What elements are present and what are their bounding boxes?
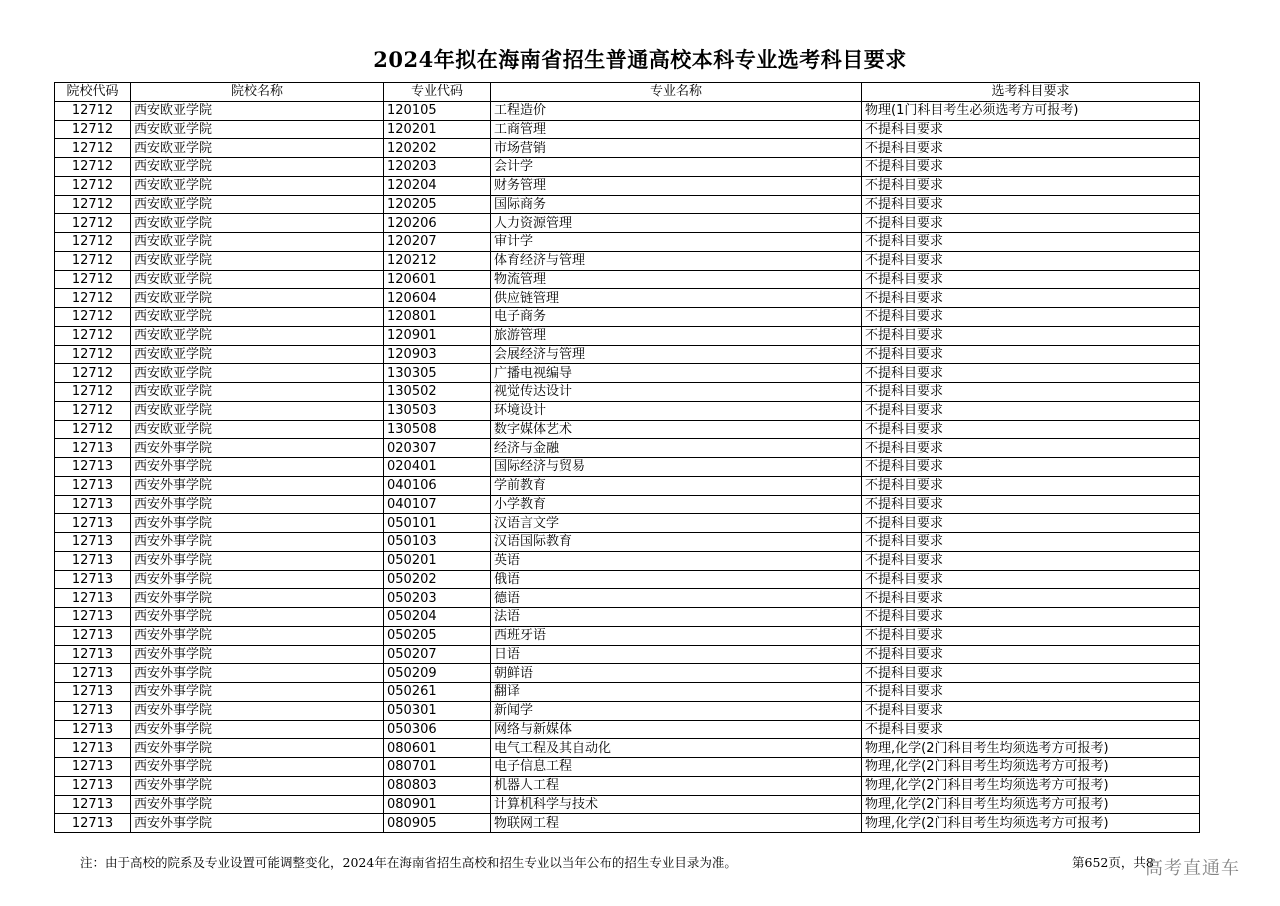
school-name-cell: 西安外事学院: [131, 683, 384, 702]
major-code-cell: 120901: [384, 326, 491, 345]
major-name-cell: 国际商务: [491, 195, 862, 214]
major-name-cell: 朝鲜语: [491, 664, 862, 683]
school-code-cell: 12712: [55, 345, 131, 364]
major-code-cell: 120205: [384, 195, 491, 214]
major-code-cell: 120601: [384, 270, 491, 289]
school-code-cell: 12713: [55, 795, 131, 814]
major-code-cell: 130305: [384, 364, 491, 383]
subject-requirement-cell: 不提科目要求: [862, 401, 1200, 420]
school-code-cell: 12713: [55, 458, 131, 477]
major-code-cell: 130503: [384, 401, 491, 420]
school-name-cell: 西安外事学院: [131, 495, 384, 514]
table-row: [55, 345, 1200, 364]
subject-requirement-cell: 不提科目要求: [862, 720, 1200, 739]
table-row: [55, 533, 1200, 552]
school-name-cell: 西安外事学院: [131, 626, 384, 645]
table-row: [55, 683, 1200, 702]
subject-requirement-cell: 不提科目要求: [862, 570, 1200, 589]
page-number: 第652页，共8: [1072, 855, 1154, 870]
major-name-cell: 翻译: [491, 683, 862, 702]
school-code-cell: 12712: [55, 233, 131, 252]
school-name-cell: 西安外事学院: [131, 458, 384, 477]
table-row: [55, 364, 1200, 383]
major-name-cell: 工商管理: [491, 120, 862, 139]
subject-requirement-cell: 不提科目要求: [862, 458, 1200, 477]
school-code-cell: 12712: [55, 420, 131, 439]
major-name-cell: 电子商务: [491, 308, 862, 327]
major-code-cell: 050207: [384, 645, 491, 664]
subject-requirement-cell: 物理(1门科目考生必须选考方可报考): [862, 101, 1200, 120]
school-name-cell: 西安外事学院: [131, 551, 384, 570]
major-code-cell: 050205: [384, 626, 491, 645]
school-code-cell: 12713: [55, 683, 131, 702]
page-title: 2024年拟在海南省招生普通高校本科专业选考科目要求: [373, 47, 907, 72]
school-code-cell: 12713: [55, 533, 131, 552]
table-row: [55, 420, 1200, 439]
major-code-cell: 050103: [384, 533, 491, 552]
school-code-cell: 12712: [55, 214, 131, 233]
major-name-cell: 俄语: [491, 570, 862, 589]
major-name-cell: 德语: [491, 589, 862, 608]
school-code-cell: 12712: [55, 401, 131, 420]
major-code-cell: 050306: [384, 720, 491, 739]
school-name-cell: 西安欧亚学院: [131, 195, 384, 214]
major-code-cell: 120212: [384, 251, 491, 270]
major-code-cell: 040107: [384, 495, 491, 514]
table-row: [55, 495, 1200, 514]
subject-requirement-cell: 物理,化学(2门科目考生均须选考方可报考): [862, 758, 1200, 777]
major-name-cell: 会计学: [491, 158, 862, 177]
major-code-cell: 130502: [384, 383, 491, 402]
school-name-cell: 西安欧亚学院: [131, 233, 384, 252]
subject-requirement-cell: 不提科目要求: [862, 608, 1200, 627]
table-row: [55, 195, 1200, 214]
major-code-cell: 040106: [384, 476, 491, 495]
school-code-cell: 12712: [55, 289, 131, 308]
major-code-cell: 080905: [384, 814, 491, 833]
table-row: [55, 795, 1200, 814]
subject-requirement-cell: 不提科目要求: [862, 533, 1200, 552]
major-code-cell: 050209: [384, 664, 491, 683]
subject-requirement-cell: 不提科目要求: [862, 308, 1200, 327]
table-row: [55, 514, 1200, 533]
school-name-cell: 西安欧亚学院: [131, 158, 384, 177]
table-row: [55, 551, 1200, 570]
header-subject-requirement: 选考科目要求: [862, 83, 1200, 102]
table-row: [55, 570, 1200, 589]
table-row: [55, 439, 1200, 458]
school-code-cell: 12713: [55, 514, 131, 533]
major-name-cell: 电气工程及其自动化: [491, 739, 862, 758]
table-row: [55, 214, 1200, 233]
major-name-cell: 汉语言文学: [491, 514, 862, 533]
footnote: 注：由于高校的院系及专业设置可能调整变化，2024年在海南省招生高校和招生专业以当年公布的招生专业目录为准。: [80, 855, 737, 870]
school-name-cell: 西安外事学院: [131, 739, 384, 758]
school-code-cell: 12712: [55, 195, 131, 214]
subject-requirement-cell: 不提科目要求: [862, 683, 1200, 702]
school-code-cell: 12713: [55, 570, 131, 589]
major-code-cell: 080601: [384, 739, 491, 758]
major-code-cell: 050301: [384, 701, 491, 720]
school-name-cell: 西安外事学院: [131, 758, 384, 777]
school-name-cell: 西安欧亚学院: [131, 345, 384, 364]
subject-requirement-cell: 物理,化学(2门科目考生均须选考方可报考): [862, 795, 1200, 814]
table-row: [55, 120, 1200, 139]
major-name-cell: 小学教育: [491, 495, 862, 514]
school-code-cell: 12712: [55, 101, 131, 120]
major-name-cell: 体育经济与管理: [491, 251, 862, 270]
school-name-cell: 西安欧亚学院: [131, 120, 384, 139]
school-name-cell: 西安外事学院: [131, 476, 384, 495]
table-row: [55, 758, 1200, 777]
school-name-cell: 西安欧亚学院: [131, 251, 384, 270]
table-row: [55, 383, 1200, 402]
table-row: [55, 101, 1200, 120]
major-name-cell: 网络与新媒体: [491, 720, 862, 739]
major-name-cell: 财务管理: [491, 176, 862, 195]
major-name-cell: 西班牙语: [491, 626, 862, 645]
major-name-cell: 计算机科学与技术: [491, 795, 862, 814]
school-code-cell: 12712: [55, 139, 131, 158]
table-row: [55, 139, 1200, 158]
header-major-code: 专业代码: [384, 83, 491, 102]
subject-requirement-cell: 不提科目要求: [862, 664, 1200, 683]
subject-requirement-cell: 不提科目要求: [862, 289, 1200, 308]
table-row: [55, 608, 1200, 627]
school-name-cell: 西安欧亚学院: [131, 308, 384, 327]
major-name-cell: 物流管理: [491, 270, 862, 289]
subject-requirement-cell: 不提科目要求: [862, 326, 1200, 345]
school-name-cell: 西安欧亚学院: [131, 383, 384, 402]
major-code-cell: 050204: [384, 608, 491, 627]
table-row: [55, 176, 1200, 195]
table-row: [55, 233, 1200, 252]
subject-requirement-cell: 物理,化学(2门科目考生均须选考方可报考): [862, 814, 1200, 833]
major-code-cell: 050101: [384, 514, 491, 533]
table-row: [55, 776, 1200, 795]
major-code-cell: 080901: [384, 795, 491, 814]
major-code-cell: 120903: [384, 345, 491, 364]
school-code-cell: 12713: [55, 608, 131, 627]
subject-requirement-cell: 不提科目要求: [862, 233, 1200, 252]
table-row: [55, 308, 1200, 327]
school-code-cell: 12713: [55, 551, 131, 570]
major-code-cell: 120206: [384, 214, 491, 233]
major-name-cell: 工程造价: [491, 101, 862, 120]
school-name-cell: 西安欧亚学院: [131, 176, 384, 195]
subject-requirement-cell: 不提科目要求: [862, 626, 1200, 645]
subject-requirement-cell: 不提科目要求: [862, 158, 1200, 177]
subject-requirement-cell: 不提科目要求: [862, 476, 1200, 495]
major-name-cell: 电子信息工程: [491, 758, 862, 777]
major-code-cell: 120203: [384, 158, 491, 177]
major-name-cell: 学前教育: [491, 476, 862, 495]
school-code-cell: 12713: [55, 776, 131, 795]
subject-requirement-cell: 物理,化学(2门科目考生均须选考方可报考): [862, 739, 1200, 758]
subject-requirement-cell: 不提科目要求: [862, 270, 1200, 289]
major-name-cell: 供应链管理: [491, 289, 862, 308]
school-name-cell: 西安外事学院: [131, 608, 384, 627]
major-code-cell: 130508: [384, 420, 491, 439]
subject-requirement-cell: 不提科目要求: [862, 364, 1200, 383]
table-row: [55, 158, 1200, 177]
major-code-cell: 120201: [384, 120, 491, 139]
school-code-cell: 12712: [55, 308, 131, 327]
school-name-cell: 西安欧亚学院: [131, 270, 384, 289]
school-name-cell: 西安欧亚学院: [131, 364, 384, 383]
major-name-cell: 市场营销: [491, 139, 862, 158]
major-code-cell: 020401: [384, 458, 491, 477]
subject-requirement-cell: 不提科目要求: [862, 120, 1200, 139]
subject-requirement-cell: 不提科目要求: [862, 420, 1200, 439]
school-code-cell: 12712: [55, 158, 131, 177]
school-name-cell: 西安外事学院: [131, 645, 384, 664]
major-code-cell: 020307: [384, 439, 491, 458]
major-name-cell: 环境设计: [491, 401, 862, 420]
major-name-cell: 审计学: [491, 233, 862, 252]
subject-requirement-cell: 不提科目要求: [862, 645, 1200, 664]
school-name-cell: 西安外事学院: [131, 570, 384, 589]
major-code-cell: 080701: [384, 758, 491, 777]
table-row: [55, 289, 1200, 308]
subject-requirement-cell: 不提科目要求: [862, 495, 1200, 514]
table-row: [55, 739, 1200, 758]
table-row: [55, 664, 1200, 683]
table-row: [55, 701, 1200, 720]
major-code-cell: 120202: [384, 139, 491, 158]
school-name-cell: 西安外事学院: [131, 664, 384, 683]
school-code-cell: 12712: [55, 383, 131, 402]
watermark: 高考直通车: [1145, 858, 1240, 879]
school-code-cell: 12712: [55, 120, 131, 139]
school-code-cell: 12713: [55, 495, 131, 514]
table-row: [55, 251, 1200, 270]
major-name-cell: 机器人工程: [491, 776, 862, 795]
major-name-cell: 广播电视编导: [491, 364, 862, 383]
school-name-cell: 西安外事学院: [131, 720, 384, 739]
table-row: [55, 814, 1200, 833]
header-school-code: 院校代码: [55, 83, 131, 102]
school-code-cell: 12713: [55, 626, 131, 645]
school-name-cell: 西安欧亚学院: [131, 139, 384, 158]
school-name-cell: 西安欧亚学院: [131, 420, 384, 439]
school-code-cell: 12712: [55, 364, 131, 383]
school-name-cell: 西安欧亚学院: [131, 326, 384, 345]
school-name-cell: 西安外事学院: [131, 814, 384, 833]
subject-requirement-cell: 不提科目要求: [862, 383, 1200, 402]
school-name-cell: 西安欧亚学院: [131, 401, 384, 420]
major-code-cell: 120204: [384, 176, 491, 195]
major-name-cell: 经济与金融: [491, 439, 862, 458]
school-name-cell: 西安外事学院: [131, 439, 384, 458]
major-name-cell: 物联网工程: [491, 814, 862, 833]
major-name-cell: 法语: [491, 608, 862, 627]
school-code-cell: 12713: [55, 739, 131, 758]
subject-requirement-cell: 不提科目要求: [862, 551, 1200, 570]
school-code-cell: 12713: [55, 589, 131, 608]
major-name-cell: 国际经济与贸易: [491, 458, 862, 477]
major-name-cell: 日语: [491, 645, 862, 664]
school-code-cell: 12713: [55, 701, 131, 720]
major-name-cell: 人力资源管理: [491, 214, 862, 233]
school-code-cell: 12713: [55, 664, 131, 683]
school-code-cell: 12713: [55, 476, 131, 495]
table-header-row: [55, 83, 1200, 102]
major-name-cell: 视觉传达设计: [491, 383, 862, 402]
table-row: [55, 326, 1200, 345]
school-name-cell: 西安欧亚学院: [131, 214, 384, 233]
major-name-cell: 汉语国际教育: [491, 533, 862, 552]
school-code-cell: 12713: [55, 720, 131, 739]
major-name-cell: 新闻学: [491, 701, 862, 720]
school-name-cell: 西安外事学院: [131, 589, 384, 608]
major-code-cell: 120801: [384, 308, 491, 327]
table-row: [55, 626, 1200, 645]
subject-requirement-cell: 不提科目要求: [862, 345, 1200, 364]
header-school-name: 院校名称: [131, 83, 384, 102]
subject-requirement-cell: 不提科目要求: [862, 589, 1200, 608]
subject-requirement-cell: 物理,化学(2门科目考生均须选考方可报考): [862, 776, 1200, 795]
subject-requirement-cell: 不提科目要求: [862, 214, 1200, 233]
major-name-cell: 会展经济与管理: [491, 345, 862, 364]
school-code-cell: 12712: [55, 326, 131, 345]
major-code-cell: 050201: [384, 551, 491, 570]
subject-requirement-cell: 不提科目要求: [862, 439, 1200, 458]
school-name-cell: 西安外事学院: [131, 795, 384, 814]
major-name-cell: 英语: [491, 551, 862, 570]
major-code-cell: 050202: [384, 570, 491, 589]
subject-requirement-cell: 不提科目要求: [862, 176, 1200, 195]
subject-requirement-cell: 不提科目要求: [862, 701, 1200, 720]
table-row: [55, 401, 1200, 420]
school-code-cell: 12713: [55, 439, 131, 458]
school-name-cell: 西安外事学院: [131, 533, 384, 552]
school-name-cell: 西安外事学院: [131, 776, 384, 795]
table-row: [55, 476, 1200, 495]
subject-requirement-cell: 不提科目要求: [862, 251, 1200, 270]
major-code-cell: 120105: [384, 101, 491, 120]
school-code-cell: 12712: [55, 251, 131, 270]
requirements-table: [54, 82, 1200, 833]
major-name-cell: 数字媒体艺术: [491, 420, 862, 439]
table-row: [55, 720, 1200, 739]
table-row: [55, 645, 1200, 664]
school-code-cell: 12713: [55, 758, 131, 777]
table-row: [55, 270, 1200, 289]
table-row: [55, 589, 1200, 608]
school-name-cell: 西安欧亚学院: [131, 101, 384, 120]
major-code-cell: 050261: [384, 683, 491, 702]
major-code-cell: 050203: [384, 589, 491, 608]
subject-requirement-cell: 不提科目要求: [862, 195, 1200, 214]
major-code-cell: 080803: [384, 776, 491, 795]
header-major-name: 专业名称: [491, 83, 862, 102]
school-code-cell: 12712: [55, 176, 131, 195]
school-name-cell: 西安欧亚学院: [131, 289, 384, 308]
subject-requirement-cell: 不提科目要求: [862, 514, 1200, 533]
subject-requirement-cell: 不提科目要求: [862, 139, 1200, 158]
major-code-cell: 120604: [384, 289, 491, 308]
table-row: [55, 458, 1200, 477]
major-name-cell: 旅游管理: [491, 326, 862, 345]
table-body: [55, 101, 1200, 832]
school-name-cell: 西安外事学院: [131, 514, 384, 533]
school-code-cell: 12713: [55, 645, 131, 664]
major-code-cell: 120207: [384, 233, 491, 252]
school-code-cell: 12713: [55, 814, 131, 833]
school-code-cell: 12712: [55, 270, 131, 289]
school-name-cell: 西安外事学院: [131, 701, 384, 720]
